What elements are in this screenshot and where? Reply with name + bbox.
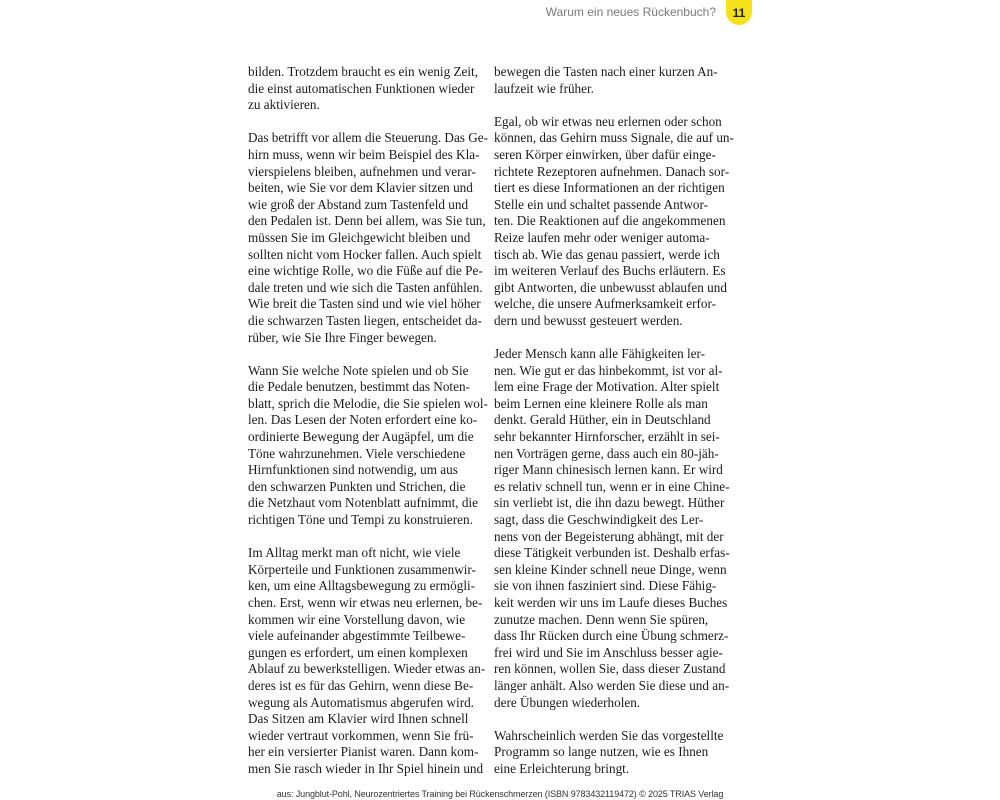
text-line: dere Übungen wiederholen. [494,694,641,710]
text-line: den Pedalen ist. Denn bei allem, was Sie tun, [248,213,486,229]
text-line: lem eine Frage der Motivation. Alter spielt [494,379,720,395]
text-line: kommen wir eine Vorstellung davon, wie [248,611,466,627]
text-line: ordinierte Bewegung der Augäpfel, um die [248,429,474,445]
running-header-title: Warum ein neues Rückenbuch? [545,5,716,19]
paragraph [494,64,718,97]
text-line: die Pedale benutzen, bestimmt das Noten- [248,379,470,395]
text-line: wieder vertraut vorkommen, wenn Sie frü- [248,727,474,743]
text-line: die einst automatischen Funktionen wieder [248,80,475,96]
text-line: sen kleine Kinder schnell neue Dinge, wenn [494,561,727,577]
text-line: Im Alltag merkt man oft nicht, wie viele [248,545,461,561]
text-line: dass Ihr Rücken durch eine Übung schmerz- [494,628,729,644]
text-line: länger anhält. Also werden Sie diese und an- [494,677,730,693]
text-line: ren können, wollen Sie, dass dieser Zustand [494,661,726,677]
text-line: welche, die unsere Aufmerksamkeit erfor- [494,296,716,312]
text-line: vierspielens bleiben, aufnehmen und verar- [248,163,476,179]
text-line: Wie breit die Tasten sind und wie viel höher [248,296,481,312]
paragraph [494,346,730,711]
text-column-right [494,64,734,794]
text-line: diese Tätigkeit verbunden ist. Deshalb erfas- [494,545,730,561]
text-line: her ein versierter Pianist waren. Dann kom- [248,744,479,760]
text-line: müssen Sie im Gleichgewicht bleiben und [248,229,471,245]
text-line: Das betrifft vor allem die Steuerung. Das Ge- [248,130,488,146]
text-line: viele aufeinander abgestimmte Teilbewe- [248,628,466,644]
paragraph [494,113,734,330]
text-line: sagt, dass die Geschwindigkeit des Ler- [494,512,704,528]
text-line: Egal, ob wir etwas neu erlernen oder schon [494,113,722,129]
text-line: denkt. Gerald Hüther, ein in Deutschland [494,412,711,428]
text-line: eine Erleichterung bringt. [494,760,630,776]
text-line: Stelle ein und schaltet passende Antwor- [494,196,708,212]
text-line: zu aktivieren. [248,97,320,113]
text-line: beiten, wie Sie vor dem Klavier sitzen und [248,180,473,196]
paragraph [494,727,724,778]
text-line: es relativ schnell tun, wenn er in eine Chine- [494,478,730,494]
page-number-badge: 11 [726,0,752,25]
text-column-left [248,64,488,794]
text-line: seren Körper einwirken, über dafür einge- [494,146,716,162]
text-line: Das Sitzen am Klavier wird Ihnen schnell [248,711,469,727]
text-line: laufzeit wie früher. [494,80,594,96]
text-line: zunutze machen. Denn wenn Sie spüren, [494,611,709,627]
text-line: Körperteile und Funktionen zusammenwir- [248,561,476,577]
text-line: können, das Gehirn muss Signale, die auf un- [494,130,734,146]
text-line: Hirnfunktionen sind notwendig, um aus [248,462,458,478]
text-line: deres ist es für das Gehirn, wenn diese Be- [248,677,474,693]
text-line: sollten nicht vom Hocker fallen. Auch spielt [248,246,482,262]
text-line: chen. Erst, wenn wir etwas neu erlernen, be- [248,595,483,610]
text-line: die schwarzen Tasten liegen, entscheidet da- [248,312,482,328]
text-line: wegung als Automatismus abgerufen wird. [248,694,474,710]
text-line: hirn muss, wenn wir beim Beispiel des Kla- [248,146,480,162]
paragraph [248,545,486,777]
text-line: richtigen Töne und Tempi zu konstruieren. [248,512,473,528]
footer-citation: aus: Jungblut-Pohl, Neurozentriertes Training bei Rückenschmerzen (ISBN 9783432119472) © 2025 TRIAS Verlag [276,789,724,799]
text-line: ten. Die Reaktionen auf die angekommenen [494,213,726,229]
text-line: eine wichtige Rolle, wo die Füße auf die Pe- [248,263,483,279]
text-line: nen Vorträgen gerne, dass auch ein 80-jäh- [494,445,719,461]
text-line: men Sie rasch wieder in Ihr Spiel hinein und [248,760,484,776]
text-line: nens von der Begeisterung abhängt, mit der [494,528,724,544]
text-line: blatt, sprich die Melodie, die Sie spielen wol- [248,395,488,411]
text-line: gungen es erfordert, um einen komplexen [248,644,468,660]
paragraph [248,64,479,114]
text-line: Reize laufen mehr oder weniger automa- [494,229,710,245]
text-line: gibt Antworten, die unbewusst ablaufen und [494,279,727,295]
text-line: Wahrscheinlich werden Sie das vorgestellte [494,727,724,743]
text-line: richtete Rezeptoren aufnehmen. Danach sor- [494,163,730,179]
text-line: len. Das Lesen der Noten erfordert eine ko- [248,412,478,428]
text-line: beim Lernen eine kleinere Rolle als man [494,395,708,411]
text-line: sie von ihnen fasziniert sind. Diese Fähig- [494,578,717,594]
text-line: sin verliebt ist, die ihn dazu bewegt. Hüther [494,495,725,511]
text-line: sehr bekannter Hirnforscher, erzählt in sei- [494,429,720,445]
text-line: Wann Sie welche Note spielen und ob Sie [248,362,469,378]
text-line: dale treten und wie sich die Tasten anfühlen. [248,279,483,295]
text-line: Ablauf zu bewerkstelligen. Wieder etwas an- [248,661,486,677]
text-line: rüber, wie Sie Ihre Finger bewegen. [248,329,437,345]
text-line: im weiteren Verlauf des Buchs erläutern. Es [494,263,726,279]
paragraph [248,130,488,346]
text-line: ken, um eine Alltagsbewegung zu ermögli- [248,578,476,594]
text-line: Programm so lange nutzen, wie es Ihnen [494,744,709,760]
text-line: riger Mann chinesisch lernen kann. Er wird [494,462,723,478]
paragraph [248,362,488,529]
text-line: wie groß der Abstand zum Tastenfeld und [248,196,469,212]
text-line: Töne wahrzunehmen. Viele verschiedene [248,445,466,461]
text-line: tiert es diese Informationen an der richtigen [494,180,725,196]
text-line: den schwarzen Punkten und Strichen, die [248,478,466,494]
text-line: bewegen die Tasten nach einer kurzen An- [494,64,718,79]
text-line: frei wird und Sie im Anschluss besser agie- [494,644,723,660]
text-line: bilden. Trotzdem braucht es ein wenig Zeit, [248,64,479,79]
text-line: dern und bewusst gesteuert werden. [494,312,683,328]
text-line: tisch ab. Wie das genau passiert, werde ich [494,246,720,262]
text-line: Jeder Mensch kann alle Fähigkeiten ler- [494,346,706,362]
text-line: die Netzhaut vom Notenblatt aufnimmt, die [248,495,478,511]
text-line: keit werden wir uns im Laufe dieses Buches [494,595,728,610]
text-line: nen. Wie gut er das hinbekommt, ist vor al- [494,362,723,378]
